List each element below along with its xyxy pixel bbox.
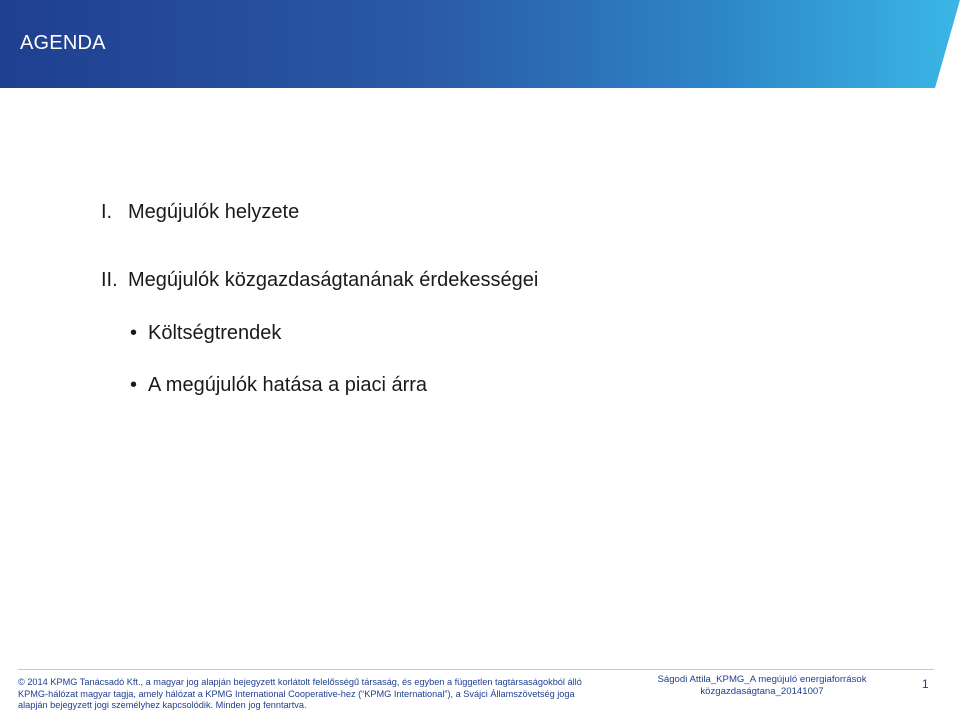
agenda-item-label: Megújulók helyzete xyxy=(128,201,300,223)
agenda-subitem-1 xyxy=(130,321,281,345)
footer-document-name xyxy=(640,674,884,698)
agenda-subitem-label: Költségtrendek xyxy=(148,322,282,344)
agenda-item-2 xyxy=(101,268,538,292)
header-band xyxy=(0,0,960,88)
footer-docname-line: Ságodi Attila_KPMG_A megújuló energiaforrások xyxy=(657,674,867,685)
footer-divider xyxy=(18,669,934,670)
bullet-icon: • xyxy=(130,374,138,396)
agenda-subitem-label: A megújulók hatása a piaci árra xyxy=(148,374,428,396)
footer-legal-line: alapján bejegyzett jogi személyhez kapcsolódik. Minden jog fenntartva. xyxy=(18,700,307,711)
agenda-item-label: Megújulók közgazdaságtanának érdekességei xyxy=(128,269,539,291)
slide-title: AGENDA xyxy=(20,32,106,54)
agenda-item-1 xyxy=(101,200,299,224)
agenda-item-number: II. xyxy=(101,269,118,291)
agenda-subitem-2 xyxy=(130,373,427,397)
page-number: 1 xyxy=(922,677,929,691)
bullet-icon: • xyxy=(130,322,138,344)
footer-legal-line: © 2014 KPMG Tanácsadó Kft., a magyar jog alapján bejegyzett korlátolt felelősségű társaság, és egyben a független tagtársaságokból álló xyxy=(18,677,582,687)
footer-legal-notice xyxy=(18,677,618,712)
footer-legal-line: KPMG-hálózat magyar tagja, amely hálózat a KPMG International Cooperative-hez (“KPMG International”), a Svájci Államszövetség joga xyxy=(18,688,575,699)
footer-docname-line: közgazdaságtana_20141007 xyxy=(700,686,824,697)
agenda-item-number: I. xyxy=(101,201,113,223)
